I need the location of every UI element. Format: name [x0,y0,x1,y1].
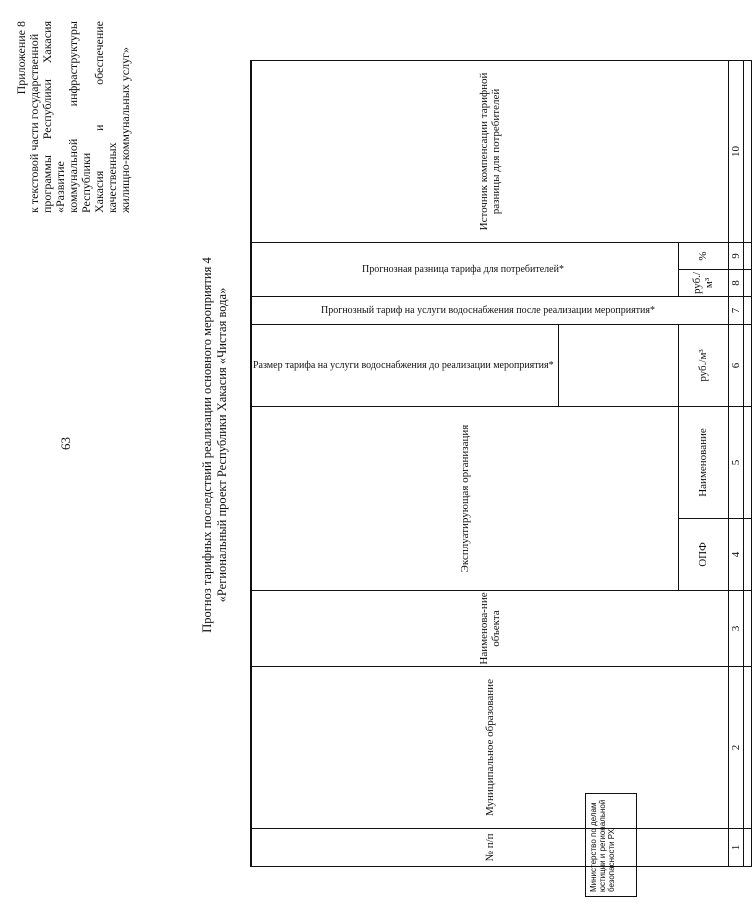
appendix-line: программы Республики Хакасия «Развитие [40,21,67,213]
stamp-line: Министерство по делам [589,802,598,892]
tariff-table [250,60,752,867]
header-no: № п/п [251,829,728,867]
header-difference: Прогнозная разница тарифа для потребителей* [251,242,678,296]
title-line: Прогноз тарифных последствий реализации основного мероприятия 4 [200,257,214,633]
empty-cell [743,667,751,829]
empty-cell [743,406,751,518]
appendix-heading: Приложение 8 [14,21,28,95]
header-operator: Эксплуатирующая организация [251,406,678,590]
header-name: Наименование [678,406,728,518]
column-number: 8 [728,269,743,296]
header-unit-diff: руб./м³ [678,269,728,296]
header-municipality: Муниципальное образование [251,667,728,829]
header-source: Источник компенсации тарифной разницы для потребителей [251,60,728,242]
header-tariff-before: Размер тарифа на услуги водоснабжения до реализации мероприятия* [251,324,558,406]
stamp-line: безопасности РХ [607,828,616,892]
appendix-line: коммунальной инфраструктуры Республики [66,21,93,213]
column-number: 4 [728,519,743,591]
column-number: 1 [728,829,743,867]
column-number: 7 [728,296,743,324]
column-number: 2 [728,667,743,829]
column-number: 3 [728,591,743,667]
column-number: 5 [728,406,743,518]
page-number: 63 [58,437,73,450]
header-opf: ОПФ [678,519,728,591]
stamp-line: юстиции и региональной [598,799,607,892]
header-tariff-after: Прогнозный тариф на услуги водоснабжения после реализации мероприятия* [251,296,728,324]
appendix-line: жилищно-коммунальных услуг» [118,47,132,213]
empty-cell [743,269,751,296]
empty-cell [743,829,751,867]
registration-stamp [585,793,637,897]
empty-cell [743,296,751,324]
header-unit-before: руб./м³ [678,324,728,406]
header-object: Наименова-ние объекта [251,591,728,667]
empty-cell [743,324,751,406]
document-title [200,135,230,755]
appendix-line: к текстовой части государственной [27,33,41,213]
header-tariff-before-cont [558,324,678,406]
column-number: 10 [728,60,743,242]
empty-cell [743,519,751,591]
column-number: 6 [728,324,743,406]
appendix-line: Хакасия и обеспечение качественных [92,21,119,213]
title-line: «Региональный проект Республики Хакасия «Чистая вода» [215,287,229,603]
empty-cell [743,242,751,269]
appendix-block [15,21,132,213]
column-number: 9 [728,242,743,269]
empty-cell [743,591,751,667]
empty-cell [743,60,751,242]
header-percent: % [678,242,728,269]
